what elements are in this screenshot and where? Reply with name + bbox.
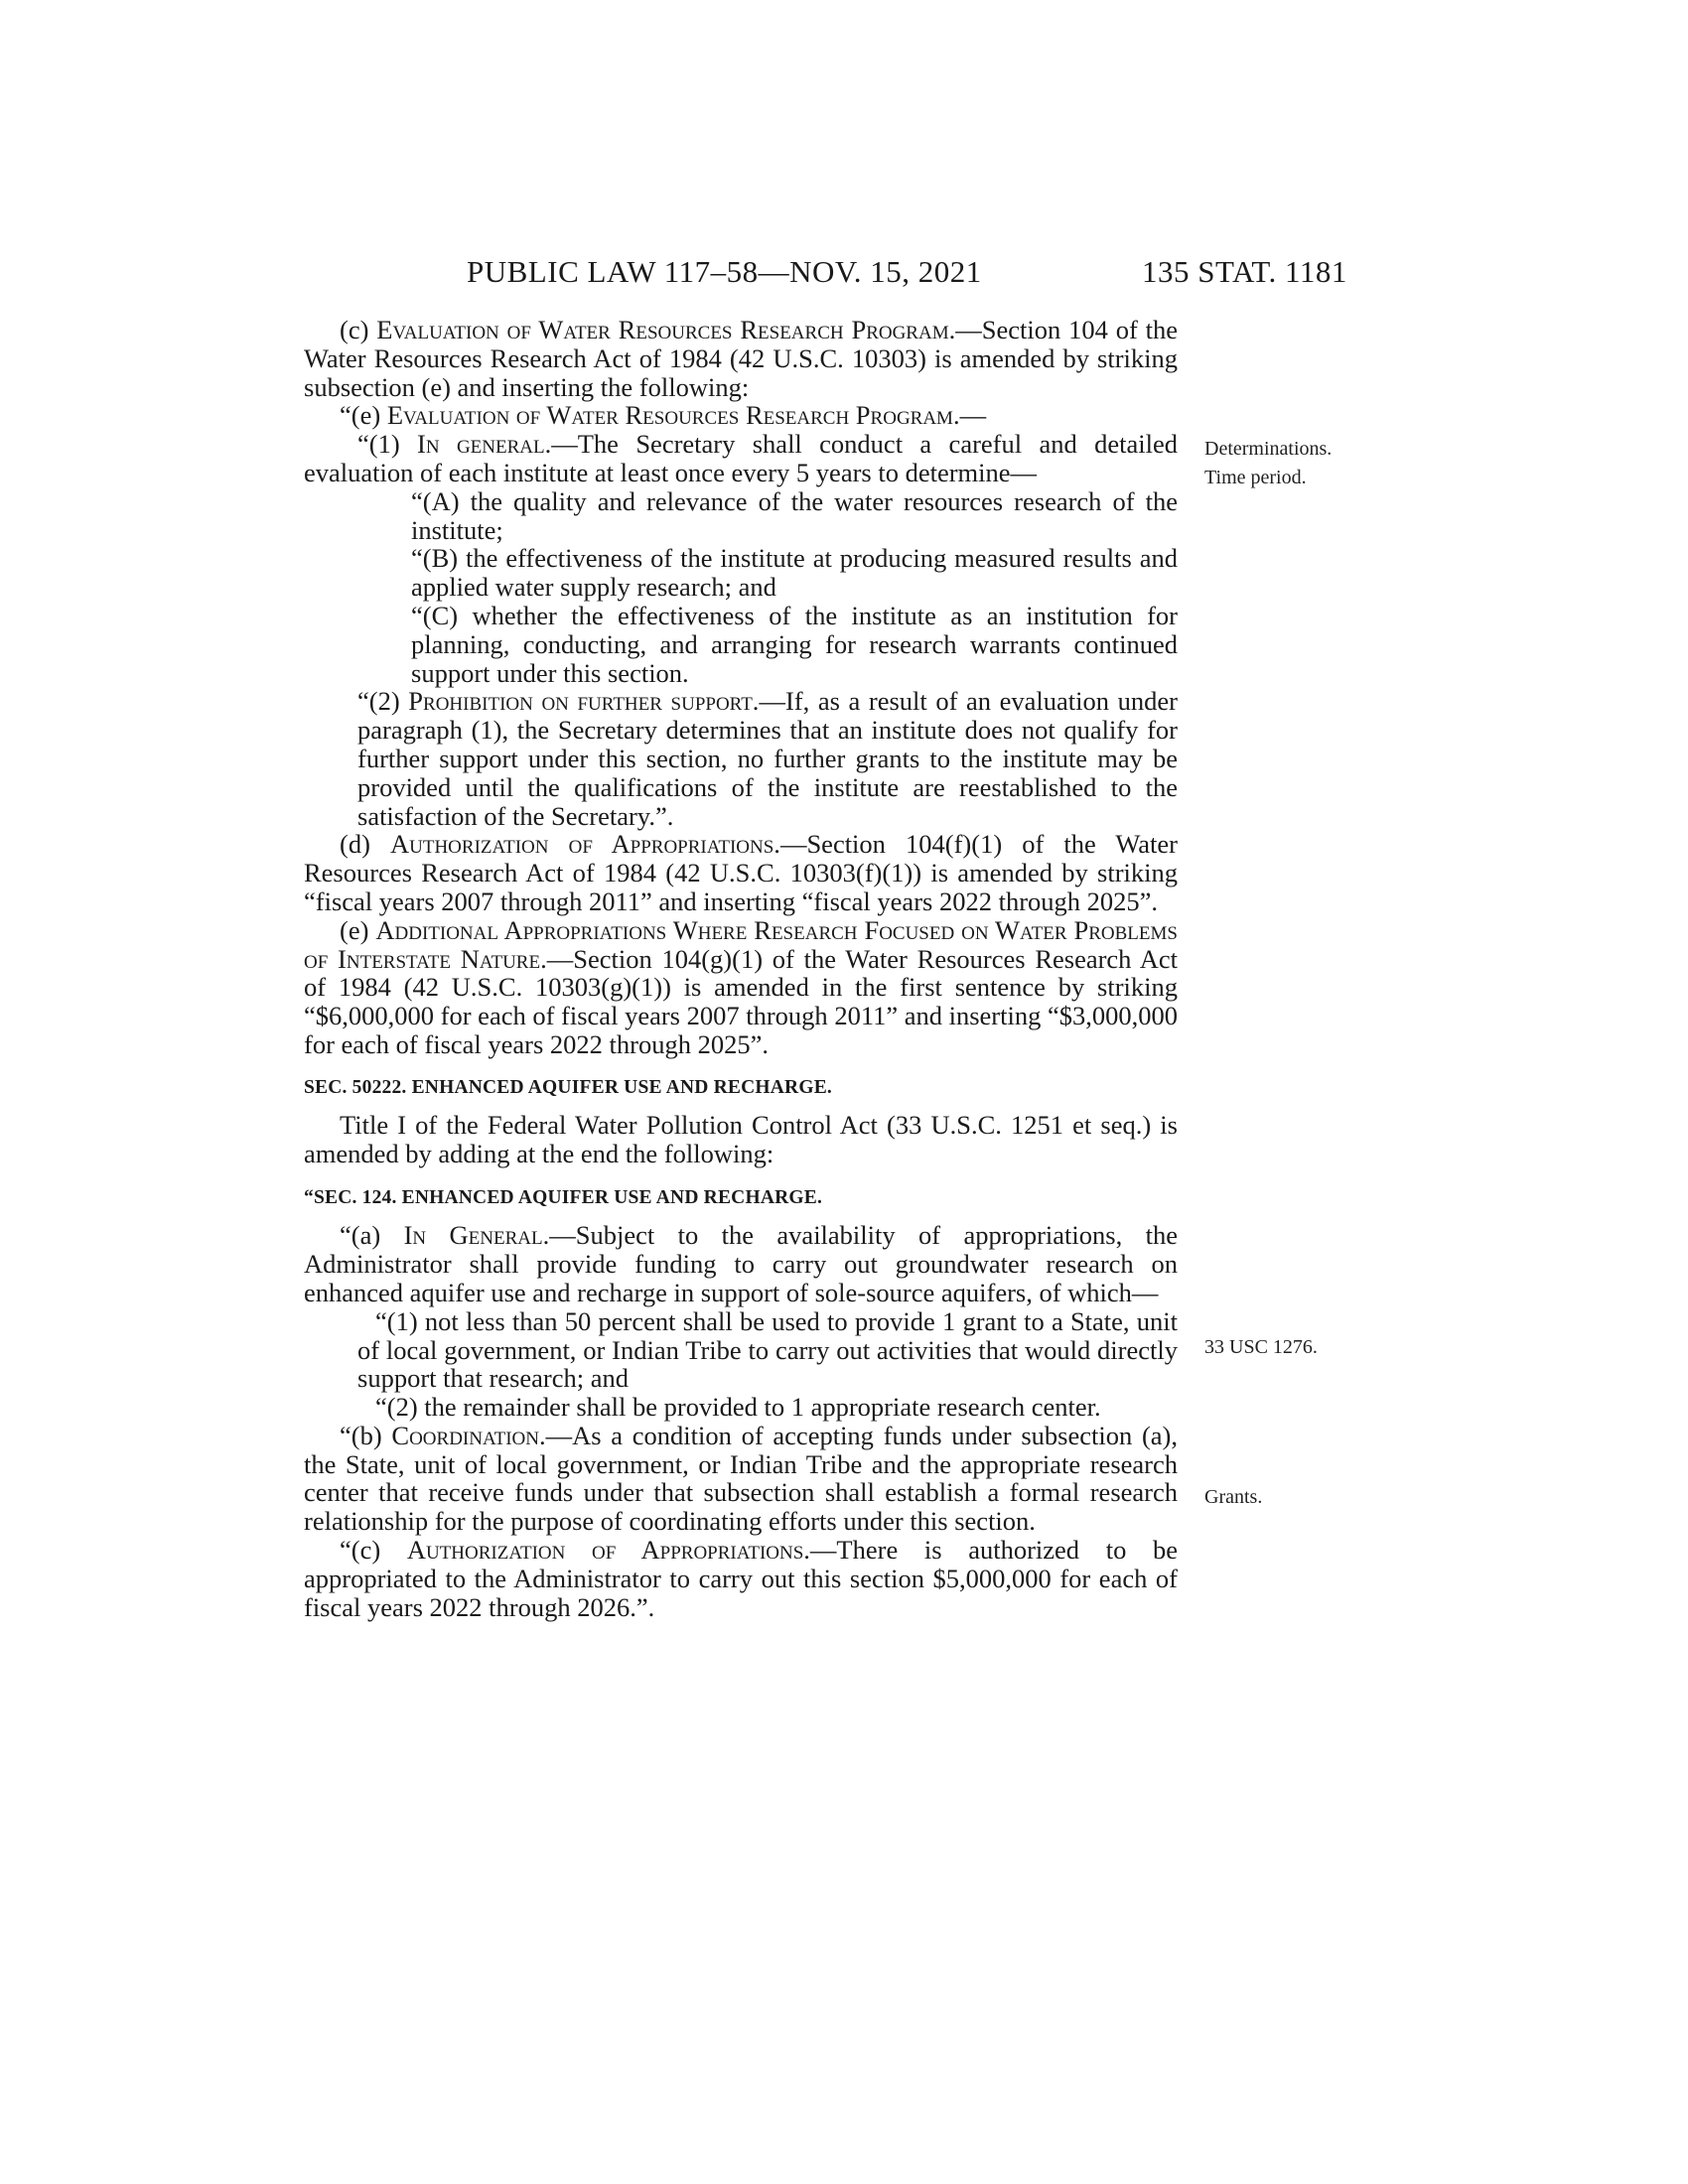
margin-note-time-period: Time period. <box>1204 467 1307 488</box>
paragraph-1: “(1) In general.—The Secretary shall conduct a careful and detailed evaluation of each institute at least once every 5 years to determine— <box>304 429 1178 487</box>
margin-note-determinations: Determinations. <box>1204 438 1333 460</box>
public-law-citation: PUBLIC LAW 117–58—NOV. 15, 2021 <box>467 254 982 289</box>
margin-note-grants: Grants. <box>1204 1486 1263 1508</box>
paragraph-2: “(2) Prohibition on further support.—If, as a result of an evaluation under paragraph (1), the Secretary determines that an institute does not qualify for further support under this section, no further grants to the institute may be provided until the qualifications of the institute are reestablished to the satisfaction of the Secretary.”. <box>357 686 1178 831</box>
stat-page-number: 135 STAT. 1181 <box>1142 254 1347 289</box>
subsection-c: (c) Evaluation of Water Resources Research Program.—Section 104 of the Water Resources Research Act of 1984 (42 U.S.C. 10303) is amended by striking subsection (e) and inserting the following: <box>304 315 1179 402</box>
section-50222-heading: SEC. 50222. ENHANCED AQUIFER USE AND RECHARGE. <box>304 1076 832 1098</box>
title-i-amendment: Title I of the Federal Water Pollution Control Act (33 U.S.C. 1251 et seq.) is amended by adding at the end the following: <box>304 1109 1178 1168</box>
subsection-124-c: “(c) Authorization of Appropriations.—There is authorized to be appropriated to the Administrator to carry out this section $5,000,000 for each of fiscal years 2022 through 2026.”. <box>304 1535 1178 1622</box>
subsection-e-heading: “(e) Evaluation of Water Resources Research Program.— <box>340 400 987 431</box>
subsection-124-b: “(b) Coordination.—As a condition of accepting funds under subsection (a), the State, unit of local government, or Indian Tribe and the appropriate research center that receive funds under that subsection shall establish a formal research relationship for the purpose of coordinating efforts under this section. <box>304 1420 1178 1537</box>
subparagraph-c: “(C) whether the effectiveness of the institute as an institution for planning, conducting, and arranging for research warrants continued support under this section. <box>411 600 1178 688</box>
page-header <box>0 254 1688 294</box>
subsection-d: (d) Authorization of Appropriations.—Section 104(f)(1) of the Water Resources Research Act of 1984 (42 U.S.C. 10303(f)(1)) is amended by striking “fiscal years 2007 through 2011” and inserting “fiscal years 2022 through 2025”. <box>304 829 1178 916</box>
subparagraph-b: “(B) the effectiveness of the institute at producing measured results and applied water supply research; and <box>411 543 1178 603</box>
subparagraph-a: “(A) the quality and relevance of the water resources research of the institute; <box>411 485 1178 545</box>
subsection-124-a-2: “(2) the remainder shall be provided to 1 appropriate research center. <box>375 1392 1101 1423</box>
subsection-124-a: “(a) In General.—Subject to the availability of appropriations, the Administrator shall provide funding to carry out groundwater research on enhanced aquifer use and recharge in support of sole-source aquifers, of which— <box>304 1220 1178 1307</box>
subsection-124-a-1: “(1) not less than 50 percent shall be used to provide 1 grant to a State, unit of local government, or Indian Tribe to carry out activities that would directly support that research; and <box>357 1305 1178 1394</box>
margin-note-usc-citation: 33 USC 1276. <box>1204 1336 1318 1358</box>
section-124-heading: “SEC. 124. ENHANCED AQUIFER USE AND RECHARGE. <box>304 1187 823 1209</box>
document-body <box>304 316 1178 1621</box>
subsection-e-additional: (e) Additional Appropriations Where Research Focused on Water Problems of Interstate Nature.—Section 104(g)(1) of the Water Resources Research Act of 1984 (42 U.S.C. 10303(g)(1)) is amended in the first sentence by striking “$6,000,000 for each of fiscal years 2007 through 2011” and inserting “$3,000,000 for each of fiscal years 2022 through 2025”. <box>304 914 1178 1059</box>
